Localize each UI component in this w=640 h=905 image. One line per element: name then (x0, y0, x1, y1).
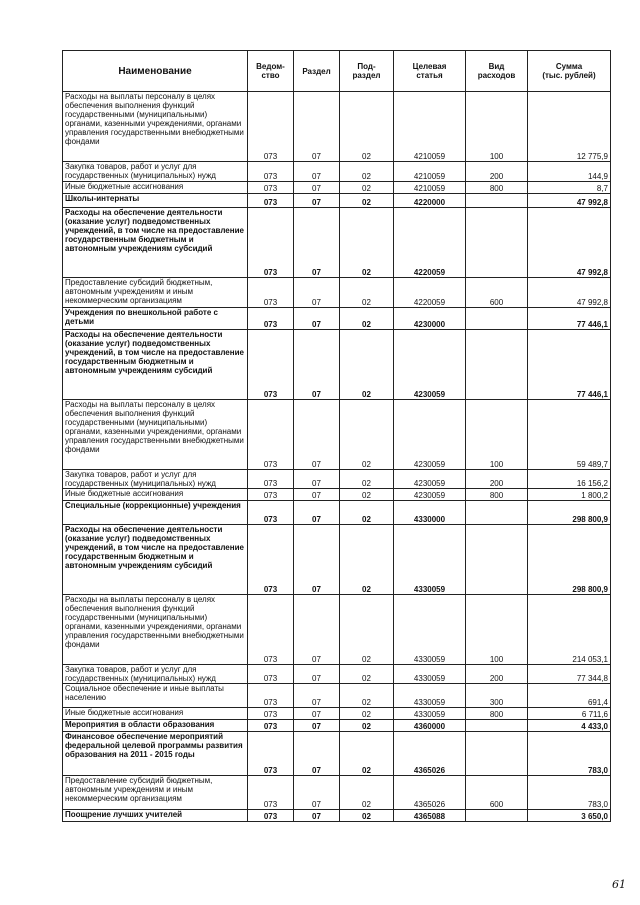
cell-target: 4365026 (394, 776, 466, 810)
cell-subsection: 02 (340, 810, 394, 822)
cell-subsection: 02 (340, 525, 394, 595)
cell-subsection: 02 (340, 278, 394, 308)
cell-name: Предоставление субсидий бюджетным, автономным учреждениям и иным некоммерческим организациям (63, 278, 248, 308)
cell-section: 07 (294, 330, 340, 400)
cell-name: Поощрение лучших учителей (63, 810, 248, 822)
cell-target: 4230059 (394, 330, 466, 400)
table-row (63, 92, 611, 162)
table-row (63, 810, 611, 822)
cell-target: 4330059 (394, 684, 466, 708)
cell-target: 4365088 (394, 810, 466, 822)
table-row (63, 400, 611, 470)
cell-name: Мероприятия в области образования (63, 720, 248, 732)
cell-subsection: 02 (340, 732, 394, 776)
cell-section: 07 (294, 776, 340, 810)
cell-target: 4220059 (394, 208, 466, 278)
cell-subsection: 02 (340, 684, 394, 708)
cell-dept: 073 (248, 182, 294, 194)
cell-subsection: 02 (340, 182, 394, 194)
table-row (63, 330, 611, 400)
table-row (63, 308, 611, 330)
table-row (63, 501, 611, 525)
page-number: 61 (612, 878, 626, 891)
cell-target: 4330059 (394, 525, 466, 595)
cell-dept: 073 (248, 776, 294, 810)
cell-section: 07 (294, 194, 340, 208)
cell-section: 07 (294, 92, 340, 162)
cell-sum: 47 992,8 (528, 278, 611, 308)
cell-subsection: 02 (340, 708, 394, 720)
cell-target: 4230000 (394, 308, 466, 330)
cell-type: 200 (466, 470, 528, 489)
cell-subsection: 02 (340, 665, 394, 684)
cell-dept: 073 (248, 525, 294, 595)
cell-name: Специальные (коррекционные) учреждения (63, 501, 248, 525)
cell-subsection: 02 (340, 501, 394, 525)
budget-table (62, 50, 611, 822)
table-row (63, 208, 611, 278)
cell-sum: 4 433,0 (528, 720, 611, 732)
cell-section: 07 (294, 525, 340, 595)
cell-sum: 691,4 (528, 684, 611, 708)
cell-type (466, 330, 528, 400)
header-dept: Ведом- ство (248, 51, 294, 92)
header-name: Наименование (63, 51, 248, 92)
cell-section: 07 (294, 720, 340, 732)
cell-sum: 783,0 (528, 776, 611, 810)
cell-sum: 144,9 (528, 162, 611, 182)
cell-sum: 298 800,9 (528, 525, 611, 595)
cell-type (466, 720, 528, 732)
header-target: Целевая статья (394, 51, 466, 92)
cell-target: 4210059 (394, 162, 466, 182)
cell-type: 800 (466, 489, 528, 501)
cell-section: 07 (294, 278, 340, 308)
cell-dept: 073 (248, 400, 294, 470)
cell-type: 100 (466, 595, 528, 665)
table-row (63, 665, 611, 684)
cell-name: Расходы на обеспечение деятельности (оказание услуг) подведомственных учреждений, в том числе на предоставление государственным бюджетным и автономным учреждениям субсидий (63, 330, 248, 400)
cell-type (466, 501, 528, 525)
cell-name: Закупка товаров, работ и услуг для государственных (муниципальных) нужд (63, 665, 248, 684)
cell-sum: 47 992,8 (528, 208, 611, 278)
table-row (63, 732, 611, 776)
cell-dept: 073 (248, 470, 294, 489)
cell-dept: 073 (248, 308, 294, 330)
cell-sum: 1 800,2 (528, 489, 611, 501)
cell-target: 4210059 (394, 92, 466, 162)
cell-target: 4330059 (394, 708, 466, 720)
table-body (63, 92, 611, 822)
table-row (63, 525, 611, 595)
table-row (63, 708, 611, 720)
table-row (63, 278, 611, 308)
cell-section: 07 (294, 208, 340, 278)
cell-type: 200 (466, 665, 528, 684)
cell-target: 4360000 (394, 720, 466, 732)
header-subsection: Под- раздел (340, 51, 394, 92)
cell-target: 4330000 (394, 501, 466, 525)
cell-section: 07 (294, 684, 340, 708)
header-type: Вид расходов (466, 51, 528, 92)
cell-section: 07 (294, 308, 340, 330)
cell-type (466, 194, 528, 208)
cell-sum: 214 053,1 (528, 595, 611, 665)
cell-target: 4220000 (394, 194, 466, 208)
cell-type: 800 (466, 708, 528, 720)
cell-subsection: 02 (340, 489, 394, 501)
cell-sum: 8,7 (528, 182, 611, 194)
table-header-row (63, 51, 611, 92)
cell-section: 07 (294, 489, 340, 501)
cell-dept: 073 (248, 278, 294, 308)
cell-subsection: 02 (340, 162, 394, 182)
cell-name: Расходы на выплаты персоналу в целях обеспечения выполнения функций государственными (муниципальными) органами, казенными учреждениями, органами управления государственными внебюджетными фондами (63, 400, 248, 470)
table-row (63, 595, 611, 665)
cell-dept: 073 (248, 732, 294, 776)
cell-name: Иные бюджетные ассигнования (63, 708, 248, 720)
table-row (63, 194, 611, 208)
cell-dept: 073 (248, 501, 294, 525)
cell-sum: 6 711,6 (528, 708, 611, 720)
cell-type (466, 525, 528, 595)
cell-dept: 073 (248, 330, 294, 400)
cell-sum: 77 446,1 (528, 330, 611, 400)
cell-dept: 073 (248, 92, 294, 162)
cell-type: 100 (466, 92, 528, 162)
cell-section: 07 (294, 400, 340, 470)
cell-dept: 073 (248, 489, 294, 501)
cell-section: 07 (294, 708, 340, 720)
cell-target: 4330059 (394, 665, 466, 684)
cell-name: Предоставление субсидий бюджетным, автономным учреждениям и иным некоммерческим организациям (63, 776, 248, 810)
cell-sum: 3 650,0 (528, 810, 611, 822)
cell-subsection: 02 (340, 308, 394, 330)
cell-sum: 12 775,9 (528, 92, 611, 162)
cell-subsection: 02 (340, 400, 394, 470)
cell-subsection: 02 (340, 470, 394, 489)
cell-section: 07 (294, 162, 340, 182)
cell-sum: 298 800,9 (528, 501, 611, 525)
cell-type: 200 (466, 162, 528, 182)
cell-type: 600 (466, 776, 528, 810)
cell-name: Расходы на выплаты персоналу в целях обеспечения выполнения функций государственными (муниципальными) органами, казенными учреждениями, органами управления государственными внебюджетными фондами (63, 92, 248, 162)
cell-target: 4230059 (394, 489, 466, 501)
cell-dept: 073 (248, 810, 294, 822)
table-row (63, 182, 611, 194)
cell-type: 800 (466, 182, 528, 194)
table-row (63, 776, 611, 810)
cell-type: 300 (466, 684, 528, 708)
cell-subsection: 02 (340, 92, 394, 162)
cell-subsection: 02 (340, 208, 394, 278)
cell-name: Закупка товаров, работ и услуг для государственных (муниципальных) нужд (63, 162, 248, 182)
cell-sum: 59 489,7 (528, 400, 611, 470)
cell-name: Социальное обеспечение и иные выплаты населению (63, 684, 248, 708)
cell-target: 4230059 (394, 400, 466, 470)
table-row (63, 720, 611, 732)
cell-section: 07 (294, 732, 340, 776)
cell-section: 07 (294, 501, 340, 525)
cell-section: 07 (294, 470, 340, 489)
cell-type (466, 208, 528, 278)
cell-sum: 77 446,1 (528, 308, 611, 330)
cell-section: 07 (294, 665, 340, 684)
cell-section: 07 (294, 182, 340, 194)
cell-subsection: 02 (340, 330, 394, 400)
cell-sum: 783,0 (528, 732, 611, 776)
header-section: Раздел (294, 51, 340, 92)
cell-subsection: 02 (340, 595, 394, 665)
cell-target: 4330059 (394, 595, 466, 665)
cell-type: 600 (466, 278, 528, 308)
cell-dept: 073 (248, 665, 294, 684)
cell-subsection: 02 (340, 776, 394, 810)
cell-type (466, 308, 528, 330)
cell-type: 100 (466, 400, 528, 470)
cell-name: Закупка товаров, работ и услуг для государственных (муниципальных) нужд (63, 470, 248, 489)
cell-dept: 073 (248, 684, 294, 708)
cell-sum: 77 344,8 (528, 665, 611, 684)
cell-sum: 16 156,2 (528, 470, 611, 489)
cell-name: Расходы на выплаты персоналу в целях обеспечения выполнения функций государственными (муниципальными) органами, казенными учреждениями, органами управления государственными внебюджетными фондами (63, 595, 248, 665)
cell-name: Иные бюджетные ассигнования (63, 489, 248, 501)
cell-target: 4230059 (394, 470, 466, 489)
cell-subsection: 02 (340, 194, 394, 208)
cell-subsection: 02 (340, 720, 394, 732)
cell-section: 07 (294, 810, 340, 822)
cell-sum: 47 992,8 (528, 194, 611, 208)
cell-dept: 073 (248, 708, 294, 720)
cell-type (466, 810, 528, 822)
table-row (63, 162, 611, 182)
cell-name: Школы-интернаты (63, 194, 248, 208)
cell-target: 4220059 (394, 278, 466, 308)
cell-section: 07 (294, 595, 340, 665)
table-row (63, 489, 611, 501)
cell-dept: 073 (248, 208, 294, 278)
cell-name: Финансовое обеспечение мероприятий федеральной целевой программы развития образования на 2011 - 2015 годы (63, 732, 248, 776)
cell-dept: 073 (248, 194, 294, 208)
cell-type (466, 732, 528, 776)
cell-name: Учреждения по внешкольной работе с детьми (63, 308, 248, 330)
cell-name: Расходы на обеспечение деятельности (оказание услуг) подведомственных учреждений, в том числе на предоставление государственным бюджетным и автономным учреждениям субсидий (63, 525, 248, 595)
cell-target: 4365026 (394, 732, 466, 776)
cell-target: 4210059 (394, 182, 466, 194)
cell-dept: 073 (248, 162, 294, 182)
cell-name: Расходы на обеспечение деятельности (оказание услуг) подведомственных учреждений, в том числе на предоставление государственным бюджетным и автономным учреждениям субсидий (63, 208, 248, 278)
cell-dept: 073 (248, 595, 294, 665)
cell-dept: 073 (248, 720, 294, 732)
table-row (63, 684, 611, 708)
table-row (63, 470, 611, 489)
header-sum: Сумма (тыс. рублей) (528, 51, 611, 92)
cell-name: Иные бюджетные ассигнования (63, 182, 248, 194)
